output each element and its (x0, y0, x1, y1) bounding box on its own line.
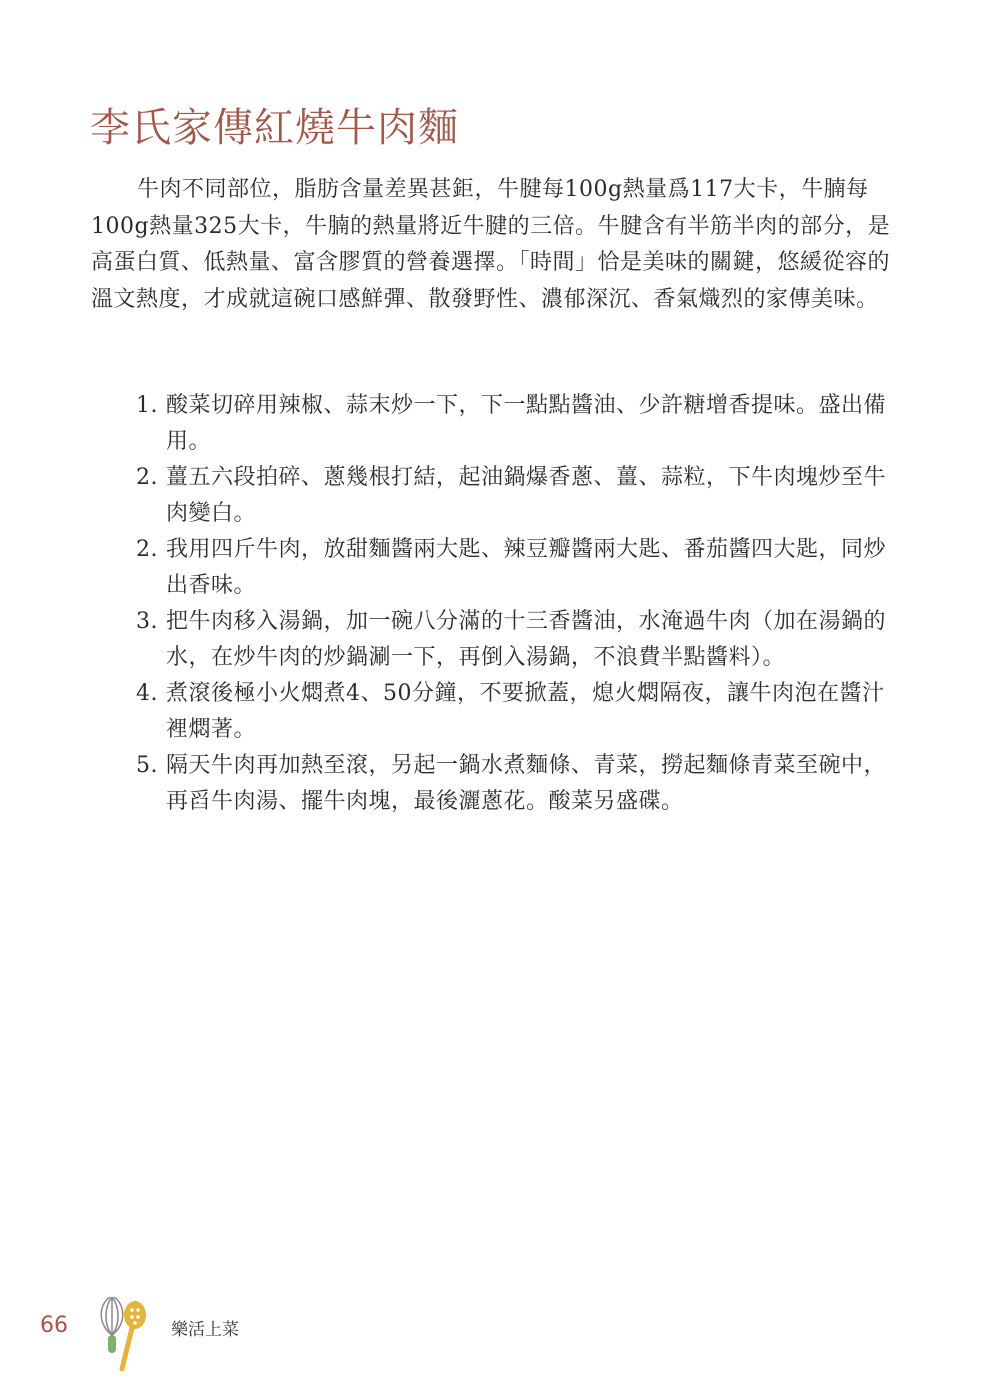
step-item (136, 676, 898, 748)
page-number: 66 (40, 1313, 68, 1338)
step-text: 我用四斤牛肉，放甜麵醬兩大匙、辣豆瓣醬兩大匙、番茄醬四大匙，同炒出香味。 (166, 537, 887, 598)
step-number: 2. (136, 465, 158, 490)
step-text: 把牛肉移入湯鍋，加一碗八分滿的十三香醬油，水淹過牛肉（加在湯鍋的水，在炒牛肉的炒鍋涮一下，再倒入湯鍋，不浪費半點醬料）。 (166, 609, 887, 670)
step-number: 3. (136, 609, 158, 634)
step-number: 2. (136, 537, 158, 562)
slotted-spoon-icon (122, 1301, 146, 1369)
whisk-icon (101, 1297, 123, 1353)
step-text: 隔天牛肉再加熱至滾，另起一鍋水煮麵條、青菜，撈起麵條青菜至碗中，再舀牛肉湯、擺牛肉塊，最後灑蔥花。酸菜另盛碟。 (166, 753, 887, 814)
step-item (136, 460, 898, 532)
step-item (136, 748, 898, 820)
step-text: 酸菜切碎用辣椒、蒜末炒一下，下一點點醬油、少許糖增香提味。盛出備用。 (166, 393, 887, 454)
step-item (136, 388, 898, 460)
step-text: 煮滾後極小火燜煮4、50分鐘，不要掀蓋，熄火燜隔夜，讓牛肉泡在醬汁裡燜著。 (166, 681, 885, 742)
step-item (136, 532, 898, 604)
page-title: 李氏家傳紅燒牛肉麵 (90, 105, 459, 151)
step-number: 1. (136, 393, 158, 418)
page-footer (40, 1295, 300, 1375)
steps-list (136, 388, 898, 820)
step-item (136, 604, 898, 676)
step-number: 5. (136, 753, 158, 778)
book-title: 樂活上菜 (171, 1320, 239, 1340)
step-number: 4. (136, 681, 158, 706)
intro-paragraph: 牛肉不同部位，脂肪含量差異甚鉅，牛腱每100g熱量爲117大卡，牛腩每100g熱量325大卡，牛腩的熱量將近牛腱的三倍。牛腱含有半筋半肉的部分，是高蛋白質、低熱量、富含膠質的營養選擇。「時間」恰是美味的關鍵，悠緩從容的溫文熱度，才成就這碗口感鮮彈、散發野性、濃郁深沉、香氣熾烈的家傳美味。 (91, 177, 891, 312)
whisk-and-spoon-icon (92, 1295, 162, 1375)
step-text: 薑五六段拍碎、蔥幾根打結，起油鍋爆香蔥、薑、蒜粒，下牛肉塊炒至牛肉變白。 (166, 465, 887, 526)
